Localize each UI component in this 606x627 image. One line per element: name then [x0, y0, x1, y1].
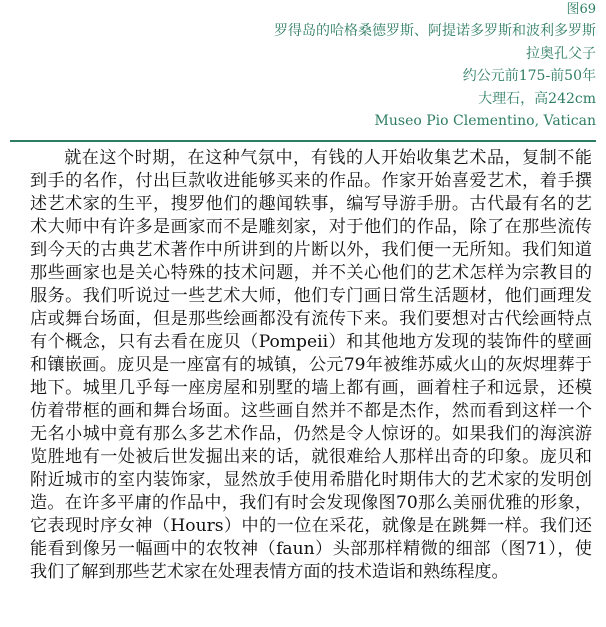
figure-caption — [274, 0, 596, 133]
caption-divider — [10, 140, 596, 142]
artwork-title: 罗得岛的哈格桑德罗斯、阿提诺多罗斯和波利多罗斯 — [274, 23, 596, 39]
artwork-material: 大理石，高242cm — [478, 90, 596, 107]
artwork-date: 约公元前175-前50年 — [462, 68, 596, 85]
figure-number: 图69 — [566, 2, 596, 17]
artwork-location: Museo Pio Clementino, Vatican — [374, 113, 596, 130]
artwork-subtitle: 拉奥孔父子 — [526, 45, 596, 62]
body-paragraph: 就在这个时期，在这种气氛中，有钱的人开始收集艺术品，复制不能到手的名作，付出巨款收进能够买来的作品。作家开始喜爱艺术，着手撰述艺术家的生平，搜罗他们的趣闻轶事，编写导游手册。古代最有名的艺术大师中有许多是画家而不是雕刻家，对于他们的作品，除了在那些流传到今天的古典艺术著作中所讲到的片断以外，我们便一无所知。我们知道那些画家也是关心特殊的技术问题，并不关心他们的艺术怎样为宗教目的服务。我们听说过一些艺术大师，他们专门画日常生活题材，他们画理发店或舞台场面，但是那些绘画都没有流传下来。我们要想对古代绘画特点有个概念，只有去看在庞贝（Pompeii）和其他地方发现的装饰件的壁画和镶嵌画。庞贝是一座富有的城镇，公元79年被维苏威火山的灰烬埋葬于地下。城里几乎每一座房屋和别墅的墙上都有画，画着柱子和远景，还模仿着带框的画和舞台场面。这些画自然并不都是杰作，然而看到这样一个无名小城中竟有那么多艺术作品，仍然是令人惊讶的。如果我们的海滨游览胜地有一处被后世发掘出来的话，就很难给人那样出奇的印象。庞贝和附近城市的室内装饰家，显然放手使用希腊化时期伟大的艺术家的发明创造。在许多平庸的作品中，我们有时会发现像图70那么美丽优雅的形象，它表现时序女神（Hours）中的一位在采花，就像是在跳舞一样。我们还能看到像另一幅画中的农牧神（faun）头部那样精微的细部（图71），使我们了解到那些艺术家在处理表情方面的技术造诣和熟练程度。 — [30, 148, 592, 582]
